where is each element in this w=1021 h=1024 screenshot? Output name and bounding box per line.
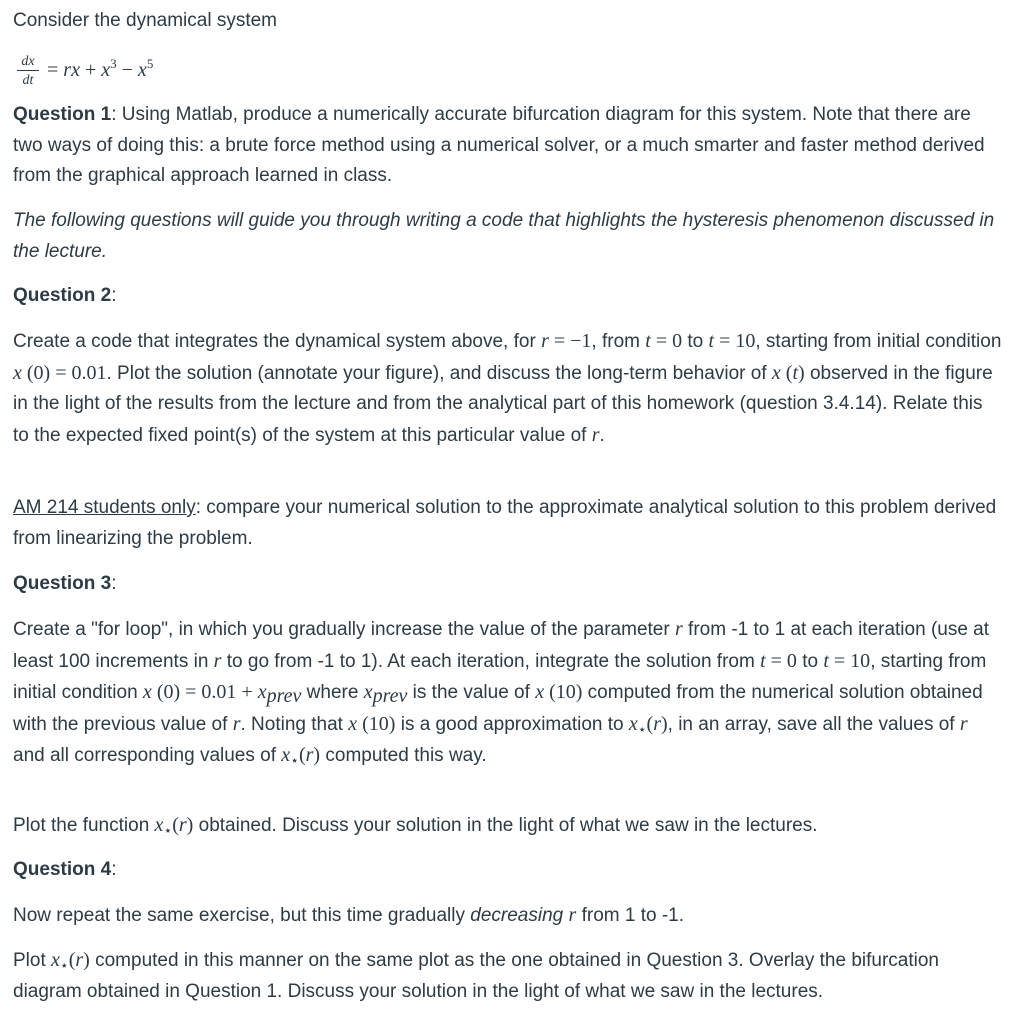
question-3-heading: Question 3: <box>13 573 117 594</box>
intro-text: Consider the dynamical system <box>13 10 277 31</box>
question-1: Question 1: Using Matlab, produce a numerically accurate bifurcation diagram for this system. Note that there are two ways of doing this: a brute force method using a numerical solver, or a much smarter and faster method derived from the graphical approach learned in class. <box>13 104 985 186</box>
derivative-fraction: dx dt <box>17 54 39 88</box>
am214-label: AM 214 students only <box>13 497 196 518</box>
question-4-body: Now repeat the same exercise, but this time gradually decreasing r from 1 to -1. <box>13 904 685 926</box>
am214-note: AM 214 students only: compare your numerical solution to the approximate analytical solution to this problem derived from linearizing the problem. <box>13 497 997 549</box>
question-3-plot-instruction: Plot the function $x_⋆(r)$ obtained. Discuss your solution in the light of what we saw in the lectures. <box>13 814 818 838</box>
question-2-heading: Question 2: <box>13 285 117 306</box>
question-4-heading: Question 4: <box>13 859 117 880</box>
question-3-body: Create a "for loop", in which you gradually increase the value of the parameter r from -1 to 1 at each iteration (use at least 100 increments in r to go from -1 to 1). At each iteration, integrate the solution from t = 0 to t = 10, starting from initial condition x $(0) = 0.01 + x_{prev}$ where $x_{prev}$ is the value of x (10) computed from the numerical solution obtained with the previous value of r. Noting that x (10) is a good approximation to $x_⋆(r)$, in an array, save all the values of r and all corresponding values of $x_⋆(r)$ computed this way. <box>13 618 990 768</box>
guide-text: The following questions will guide you through writing a code that highlights the hysteresis phenomenon discussed in the lecture. <box>13 210 995 262</box>
question-1-label: Question 1 <box>13 104 112 125</box>
equation-rhs: = rx + $x^3 - x^5$ <box>47 56 154 81</box>
question-4-plot-instruction: Plot $x_⋆(r)$ computed in this manner on the same plot as the one obtained in Question 3. Overlay the bifurcation diagram obtained in Question 1. Discuss your solution in the light of what we saw in the lectures. <box>13 949 940 1002</box>
question-2-body: Create a code that integrates the dynamical system above, for r = −1, from t = 0 to t = 10, starting from initial condition x (0) = 0.01. Plot the solution (annotate your figure), and discuss the long-term behavior of x (t) observed in the figure in the light of the results from the lecture and from the analytical part of this homework (question 3.4.14). Relate this to the expected fixed point(s) of the system at this particular value of r. <box>13 330 1002 446</box>
